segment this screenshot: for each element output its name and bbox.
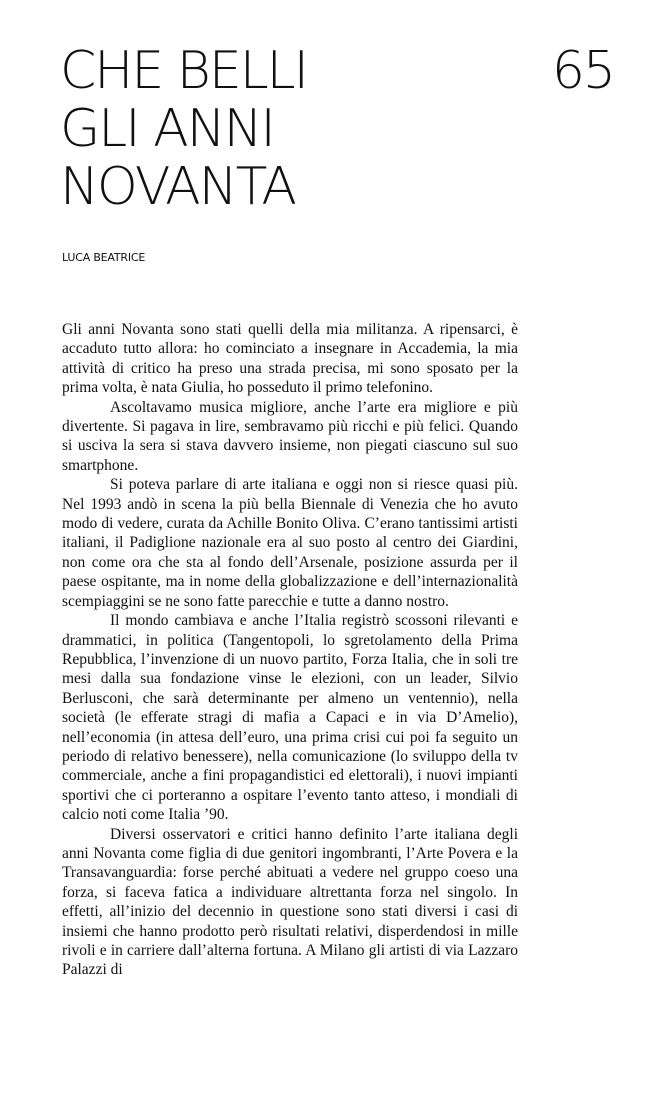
body-paragraph: Ascoltavamo musica migliore, anche l’arte era migliore e più divertente. Si pagava in lire, sembravamo più ricchi e più felici. Quando si usciva la sera si stava davvero insieme, non piegati ciascuno sul suo smartphone. bbox=[62, 398, 518, 474]
article-title bbox=[60, 42, 307, 216]
body-paragraph: Si poteva parlare di arte italiana e oggi non si riesce quasi più. Nel 1993 andò in scena la più bella Biennale di Venezia che ho avuto modo di vedere, curata da Achille Bonito Oliva. C’erano tantissimi artisti italiani, il Padiglione nazionale era al suo posto al centro dei Giardini, non come ora che sta al fondo dell’Arsenale, posizione assurda per il paese ospitante, ma in nome della globalizzazione e dell’internazionalità scempiaggini se ne sono fatte parecchie e tutte a danno nostro. bbox=[62, 476, 518, 610]
title-line: CHE BELLI bbox=[60, 41, 307, 101]
page-number: 65 bbox=[551, 41, 614, 101]
article-body bbox=[62, 320, 518, 980]
body-paragraph: Diversi osservatori e critici hanno definito l’arte italiana degli anni Novanta come figlia di due genitori ingombranti, l’Arte Povera e la Transavanguardia: forse perché abituati a vedere nel gruppo coeso una forza, si faceva fatica a individuare altrettanta forza nel singolo. In effetti, all’inizio del decennio in questione sono stati diversi i casi di insiemi che hanno prodotto però risultati relativi, disperdendosi in mille rivoli e in carriere dall’alterna fortuna. A Milano gli artisti di via Lazzaro Palazzi di bbox=[62, 825, 518, 979]
body-paragraph: Gli anni Novanta sono stati quelli della mia militanza. A ripensarci, è accaduto tutto allora: ho cominciato a insegnare in Accademia, la mia attività di critico ha preso una strada precisa, mi sono sposato per la prima volta, è nata Giulia, ho posseduto il primo telefonino. bbox=[62, 321, 518, 397]
author-name: LUCA BEATRICE bbox=[62, 251, 146, 264]
title-line: GLI ANNI bbox=[60, 99, 274, 159]
body-paragraph: Il mondo cambiava e anche l’Italia registrò scossoni rilevanti e drammatici, in politica (Tangentopoli, lo sgretolamento della Prima Repubblica, l’invenzione di un nuovo partito, Forza Italia, che in soli tre mesi dalla sua fondazione vinse le elezioni, con un leader, Silvio Berlusconi, che sarà determinante per almeno un ventennio), nella società (le efferate stragi di mafia a Capaci e in via D’Amelio), nell’economia (in attesa dell’euro, una prima crisi cui poi fa seguito un periodo di relativo benessere), nella comunicazione (lo sviluppo della tv commerciale, anche a fini propagandistici ed elettorali), i nuovi impianti sportivi che ci porteranno a ospitare l’evento tanto atteso, i mondiali di calcio noti come Italia ’90. bbox=[62, 612, 518, 824]
title-line: NOVANTA bbox=[60, 157, 295, 217]
